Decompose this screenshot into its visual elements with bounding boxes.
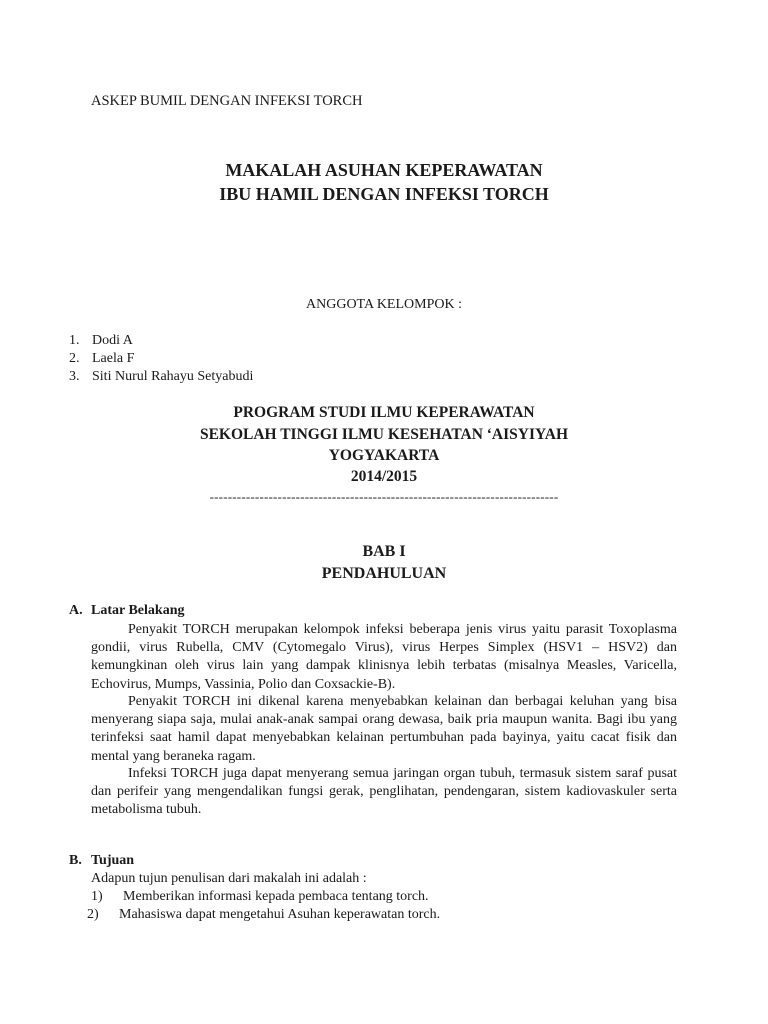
member-list-item [69, 351, 134, 367]
goal-number: 2) [87, 907, 99, 922]
goal-list-item [87, 907, 440, 923]
member-list-item [69, 369, 253, 385]
document-header-title: ASKEP BUMIL DENGAN INFEKSI TORCH [91, 93, 363, 109]
institution-program: PROGRAM STUDI ILMU KEPERAWATAN [233, 404, 535, 421]
main-title-line-2: IBU HAMIL DENGAN INFEKSI TORCH [219, 184, 549, 204]
goal-text: Memberikan informasi kepada pembaca tentang torch. [123, 889, 429, 904]
member-list-item [69, 333, 133, 349]
chapter-number: BAB I [362, 543, 406, 560]
paragraph: Penyakit TORCH merupakan kelompok infeksi beberapa jenis virus yaitu parasit Toxoplasma gondii, virus Rubella, CMV (Cytomegalo Virus), virus Herpes Simplex (HSV1 – HSV2) dan kemungkinan oleh virus lain yang dampak klinisnya lebih terbatas (misalnya Measles, Varicella, Echovirus, Mumps, Vassinia, Polio dan Coxsackie-B). [91, 622, 677, 692]
paragraph: Penyakit TORCH ini dikenal karena menyebabkan kelainan dan berbagai keluhan yang bisa menyerang siapa saja, mulai anak-anak sampai orang dewasa, baik pria maupun wanita. Bagi ibu yang terinfeksi saat hamil dapat menyebabkan kelainan pertumbuhan pada bayinya, yaitu cacat fisik dan mental yang beraneka ragam. [91, 694, 677, 764]
institution-city: YOGYAKARTA [328, 447, 440, 464]
paragraph: Infeksi TORCH juga dapat menyerang semua jaringan organ tubuh, termasuk sistem saraf pusat dan perifeir yang mengendalikan fungsi gerak, penglihatan, pendengaran, sistem kadiovaskuler serta metabolisma tubuh. [91, 766, 677, 818]
section-b-heading [69, 853, 134, 869]
institution-school: SEKOLAH TINGGI ILMU KESEHATAN ‘AISYIYAH [199, 426, 569, 443]
member-number: 1. [69, 333, 80, 348]
goal-text: Mahasiswa dapat mengetahui Asuhan keperawatan torch. [119, 907, 441, 922]
separator-line: ----------------------------------------------------------------------------- [209, 489, 559, 504]
section-b-title: Tujuan [91, 853, 135, 868]
section-b-letter: B. [69, 853, 82, 868]
member-name: Laela F [92, 351, 135, 366]
section-a-heading [69, 603, 184, 619]
section-a-title: Latar Belakang [91, 603, 185, 618]
goal-list-item [91, 889, 429, 905]
member-number: 2. [69, 351, 80, 366]
goal-number: 1) [91, 889, 103, 904]
institution-year: 2014/2015 [350, 468, 418, 485]
members-label: ANGGOTA KELOMPOK : [306, 297, 462, 312]
chapter-title: PENDAHULUAN [321, 565, 447, 582]
member-name: Dodi A [92, 333, 133, 348]
section-b-intro: Adapun tujun penulisan dari makalah ini adalah : [91, 871, 367, 886]
section-a-letter: A. [69, 603, 83, 618]
member-number: 3. [69, 369, 80, 384]
main-title-line-1: MAKALAH ASUHAN KEPERAWATAN [225, 160, 543, 180]
member-name: Siti Nurul Rahayu Setyabudi [92, 369, 254, 384]
